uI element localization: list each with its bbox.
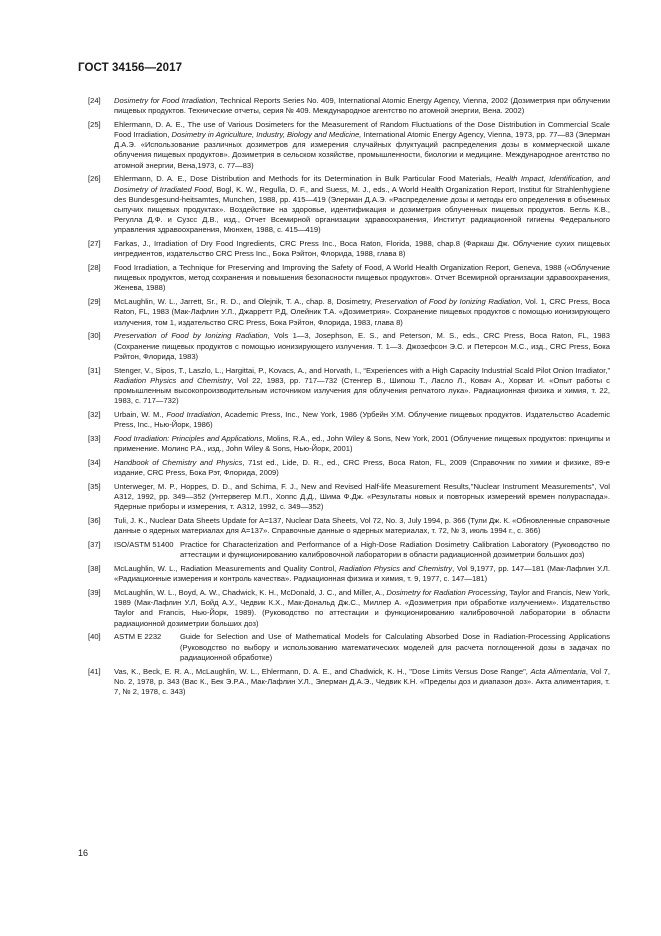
reference-text-part: Farkas, J., Irradiation of Dry Food Ingredients, CRC Press Inc., Boca Raton, Florida, 1988, chap.8 (Фаркаш Дж. Облучение сухих пищевых ингредиентов, издательство CRC Press Inc., Бока Рэйтон, Флорида, 1988, глава 8): [114, 239, 610, 259]
page-number: 16: [78, 848, 89, 858]
reference-text: [114, 96, 610, 116]
reference-text: [114, 434, 610, 454]
references-list: [88, 96, 610, 701]
reference-number: [35]: [88, 481, 101, 491]
reference-text-part: McLaughlin, W. L., Jarrett, Sr., R. D., and Olejnik, T. A., chap. 8, Dosimetry,: [114, 297, 375, 307]
reference-text: [114, 667, 610, 697]
reference-item: [88, 263, 610, 293]
reference-text-part: McLaughlin, W. L., Boyd, A. W., Chadwick, K. H., McDonald, J. C., and Miller, A.,: [114, 588, 387, 598]
reference-item: [88, 410, 610, 430]
reference-title-italic: Handbook of Chemistry and Physics: [114, 457, 243, 467]
reference-title-italic: Dosimetry in Agriculture, Industry, Biology and Medicine,: [171, 130, 362, 140]
reference-item: [88, 434, 610, 454]
reference-item: [88, 366, 610, 407]
reference-item: [88, 588, 610, 629]
reference-title-italic: Dosimetry for Food Irradiation: [114, 96, 216, 105]
reference-number: [28]: [88, 263, 101, 273]
reference-number: [30]: [88, 331, 101, 341]
reference-title-italic: Food Irradiation: [166, 409, 221, 419]
reference-text-part: , Academic Press, Inc., New York, 1986 (Урбейн У.М. Облучение пищевых продуктов. Издательство Academic Press, Inc., Нью-Йорк, 1986): [114, 409, 611, 430]
reference-number: [31]: [88, 365, 101, 375]
reference-number: [24]: [88, 96, 101, 105]
reference-item: [88, 174, 610, 235]
reference-text-part: , Vols 1—3, Josephson, E. S., and Peterson, M. S., eds., CRC Press, Boca Raton, FL, 1983 (Сохранение пищевых продуктов с помощью ионизирующего излучения. Т. 1—3. Джозефсон Э.С. и Петерсон М.С., изд., CRC Press, Бока Рэйтон, Флорида, 1983): [114, 331, 611, 361]
reference-text: [114, 632, 610, 662]
reference-text-part: Food Irradiation, a Technique for Preserving and Improving the Safety of Food, A World Health Organization Report, Geneva, 1988 («Облучение пищевых продуктов, метод сохранения и повышения безопасности пищевых продуктов». Отчет Всемирной организации здравоохранения, Женева, 1988): [114, 263, 610, 293]
reference-title-italic: Preservation of Food by Ionizing Radiation: [374, 297, 521, 307]
reference-item: [88, 458, 610, 478]
reference-item: [88, 632, 610, 662]
reference-number: [40]: [88, 632, 101, 642]
reference-item: [88, 540, 610, 560]
reference-number: [26]: [88, 174, 101, 184]
reference-text-part: International Atomic Energy Agency, Vienna, 1973, pp. 77—83 (Элерман Д.А.Э. «Использование различных дозиметров для измерения случайных флуктуаций распределения дозы в коммерческой шкале облучения пищевых продуктов». Дозиметрия в сельском хозяйстве, промышленности, биологии и медицине. Международное агентство по атомной энергии, Вена,1973, с. 77—83): [114, 130, 610, 170]
standard-title: Guide for Selection and Use of Mathematical Models for Calculating Absorbed Dose in Radiation-Processing Applications (Руководство по выбору и использованию математических моделей для расчета поглощенной дозы в задачах по радиационной обработке): [180, 632, 610, 662]
reference-number: [25]: [88, 120, 101, 129]
reference-text: [114, 588, 610, 629]
reference-number: [41]: [88, 666, 101, 676]
reference-text-part: Vas, K., Beck, E. R. A., McLaughlin, W. L., Ehlermann, D. A. E., and Chadwick, K. H., "Dose Limits Versus Dose Range",: [114, 666, 531, 676]
reference-title-italic: Health Impact, Identification, and Dosimetry of Irradiated Food: [114, 174, 610, 194]
reference-text: [114, 516, 610, 536]
reference-title-italic: Dosimetry for Radiation Processing: [386, 588, 506, 598]
reference-item: [88, 297, 610, 327]
document-header: ГОСТ 34156—2017: [78, 62, 183, 74]
reference-text: [114, 174, 610, 235]
reference-number: [32]: [88, 409, 101, 419]
reference-item: [88, 482, 610, 512]
reference-text: [114, 297, 610, 327]
reference-number: [34]: [88, 457, 101, 467]
reference-text: [114, 564, 610, 584]
reference-text-part: , Vol 22, 1983, pp. 717—732 (Стенгер В., Шипош Т., Ласло Л., Ковач А., Хорват И. «Опыт работы с промышленным высокопроизводительным источником излучения для облучения репчатого лука». Радиационная физика и химия, т. 22, 1983, с. 717—732): [114, 375, 610, 406]
reference-text-part: McLaughlin, W. L., Radiation Measurements and Quality Control,: [114, 564, 339, 574]
reference-item: [88, 239, 610, 259]
reference-text-part: Tuli, J. K., Nuclear Data Sheets Update for A=137, Nuclear Data Sheets, Vol 72, No. 3, July 1994, p. 366 (Тули Дж. К. «Обновленные справочные данные о ядерных материалах для A=137». Справочные данные о ядерных материалах, т. 72, № 3, июль 1994 г., с. 366): [114, 516, 610, 536]
reference-item: [88, 120, 610, 171]
reference-text-part: , Technical Reports Series No. 409, International Atomic Energy Agency, Vienna, 2002 (Дозиметрия при облучении пищевых продуктов. Технические отчеты, серия № 409. Международное агентство по атомной энергии, Вена. 2002): [114, 96, 610, 116]
reference-text: [114, 540, 610, 560]
reference-text: [114, 482, 610, 512]
reference-title-italic: Acta Alimentaria: [530, 666, 586, 676]
reference-item: [88, 564, 610, 584]
reference-text: [114, 410, 610, 430]
reference-text-part: , Molins, R.A., ed., John Wiley & Sons, New York, 2001 (Облучение пищевых продуктов: принципы и применение. Молинс Р.А., изд., John Wiley & Sons, Нью-Йорк, 2001): [114, 433, 610, 454]
reference-text-part: Unterweger, M. P., Hoppes, D. D., and Schima, F. J., New and Revised Half-life Measurement Results,"Nuclear Instrument Measurements", Vol A312, 1992, pp. 349—352 (Унтервегер М.П., Хоппс Д.Д., Шима Ф.Дж. «Результаты новых и повторных измерений времен полураспада». Ядерные приборы и измерения, т. A312, 1992, с. 349—352): [114, 481, 610, 512]
reference-text-part: , Vol 9,1977, pp. 147—181 (Мак-Лафлин У.Л. «Радиационные измерения и контроль качества». Радиационная физика и химия, т. 9, 1977, с. 147—181): [114, 564, 610, 584]
reference-title-italic: Preservation of Food by Ionizing Radiation: [114, 331, 268, 341]
reference-text-part: Ehlermann, D. A. E., The use of Various Dosimeters for the Measurement of Random Fluctuations of the Dose Distribution in Commercial Scale Food Irradiation,: [114, 120, 610, 140]
reference-text-part: , 71st ed., Lide, D. R., ed., CRC Press, Boca Raton, FL, 2009 (Справочник по химии и физике, 89-е издание, CRC Press, Бока Рэт, Флорида, 2009): [114, 457, 610, 478]
reference-title-italic: Radiation Physics and Chemistry: [114, 375, 232, 385]
reference-text-part: , Bogl, K. W., Regulla, D. F., and Suess, M. J., eds., A World Health Organization Report, Institut für Strahlenhygiene des Bundesgesund-heitsamtes, Munchen, 1988, pp. 415—419 (Элерман Д.А.Э. «Распределение дозы и методы его определения в объемных сыпучих пищевых продуктах». Воздействие на здоровье, идентификация и дозиметрия облученных пищевых продуктов. Бегль К.В., Регулла Д.Ф. и Сузсс Д.В., изд., Отчет Всемирной организации здравоохранения, Институт радиационной гигиены Федерального управления здравоохранения, Мюнхен, 1988, с. 415—419): [114, 184, 610, 235]
standard-code: ISO/ASTM 51400: [114, 540, 174, 550]
reference-number: [33]: [88, 433, 101, 443]
reference-text-part: , Vol. 1, CRC Press, Boca Raton, FL, 1983 (Мак-Лафлин У.Л., Джарретт Р.Д, Олейник Т.А. «Дозиметрия». Сохранение пищевых продуктов с помощью ионизирующего излучения, том 1, издательство CRC Press, Бока Рэйтон, Флорида, 1983, глава 8): [114, 297, 610, 327]
reference-item: [88, 331, 610, 361]
reference-text: [114, 458, 610, 478]
reference-number: [36]: [88, 516, 101, 526]
reference-number: [39]: [88, 588, 101, 598]
reference-title-italic: Food Irradiation: Principles and Applications: [114, 433, 263, 443]
reference-text-part: Ehlermann, D. A. E., Dose Distribution and Methods for its Determination in Bulk Particular Food Materials,: [114, 174, 496, 184]
reference-text: [114, 239, 610, 259]
reference-number: [37]: [88, 540, 101, 550]
reference-text-part: , Taylor and Francis, New York, 1989 (Мак-Лафлин У.Л, Бойд А.У., Чедвик К.Х., Мак-Дональд Дж.С., Миллер А. «Дозиметрия при обработке излучением». Издательство Taylor and Francis, Нью-Йорк, 1989). (Руководство по аттестации и функционированию калибровочной лаборатории в области радиационной дозиметрии больших доз): [114, 588, 610, 628]
reference-number: [29]: [88, 297, 101, 307]
reference-text: [114, 366, 610, 407]
reference-number: [38]: [88, 564, 101, 574]
reference-item: [88, 516, 610, 536]
reference-text: [114, 120, 610, 171]
reference-item: [88, 667, 610, 697]
reference-text-part: , Vol 7, No. 2, 1978, p. 343 (Вас К., Бек Э.Р.А., Мак-Лафлин У.Л., Элерман Д.А.Э., Чедвик К.Н. «Пределы доз и диапазон доз». Акта алиментария, т. 7, № 2, 1978, с. 343): [114, 666, 611, 696]
standard-title: Practice for Characterization and Performance of a High-Dose Radiation Dosimetry Calibration Laboratory (Руководство по аттестации и функционированию калибровочной лаборатории в области радиационной дозиметрии больших доз): [180, 540, 610, 560]
reference-text-part: Urbain, W. M.,: [114, 409, 167, 419]
reference-title-italic: Radiation Physics and Chemistry: [338, 564, 453, 574]
reference-text-part: Stenger, V., Sipos, T., Laszlo, L., Hargittai, P., Kovacs, A., and Horvath, I., “Experiences with a High Capacity Industrial Scald Pilot Onion Irradiator,”: [114, 365, 610, 375]
reference-item: [88, 96, 610, 116]
standard-code: ASTM E 2232: [114, 632, 162, 642]
reference-number: [27]: [88, 239, 101, 249]
reference-text: [114, 263, 610, 293]
reference-text: [114, 331, 610, 361]
